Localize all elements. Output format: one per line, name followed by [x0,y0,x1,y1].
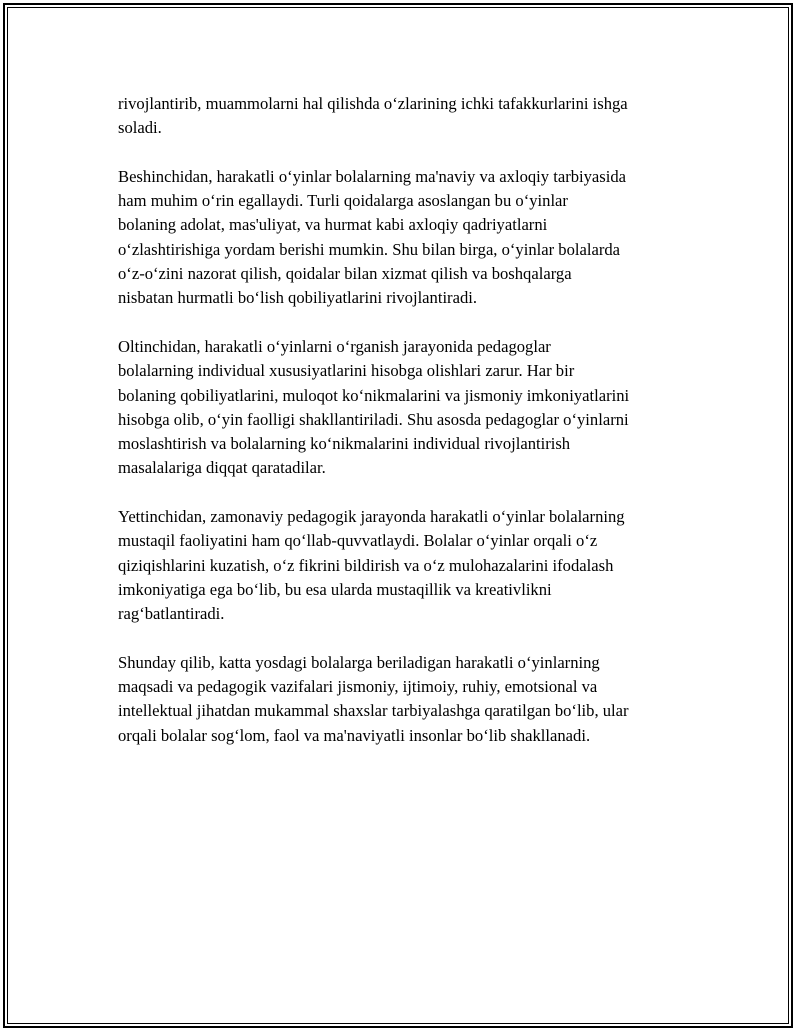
text-line: qiziqishlarini kuzatish, o‘z fikrini bildirish va o‘z mulohazalarini ifodalash [118,555,614,575]
paragraph-1 [118,92,692,141]
text-line: bolalarning individual xususiyatlarini hisobga olishlari zarur. Har bir [118,361,575,381]
paragraph-5 [118,651,692,748]
text-line: intellektual jihatdan mukammal shaxslar tarbiyalashga qaratilgan bo‘lib, ular [118,701,629,721]
text-line: nisbatan hurmatli bo‘lish qobiliyatlarini rivojlantiradi. [118,288,478,308]
document-body [118,92,692,772]
text-line: imkoniyatiga ega bo‘lib, bu esa ularda mustaqillik va kreativlikni [118,579,552,599]
paragraph-2 [118,165,692,311]
text-line: bolaning adolat, mas'uliyat, va hurmat kabi axloqiy qadriyatlarni [118,215,548,235]
text-line: moslashtirish va bolalarning ko‘nikmalarini individual rivojlantirish [118,434,571,454]
text-line: ham muhim o‘rin egallaydi. Turli qoidalarga asoslangan bu o‘yinlar [118,191,568,211]
text-line: Oltinchidan, harakatli o‘yinlarni o‘rganish jarayonida pedagoglar [118,336,551,356]
text-line: hisobga olib, o‘yin faolligi shakllantiriladi. Shu asosda pedagoglar o‘yinlarni [118,409,629,429]
text-line: Shunday qilib, katta yosdagi bolalarga beriladigan harakatli o‘yinlarning [118,652,600,672]
text-line: o‘zlashtirishiga yordam berishi mumkin. Shu bilan birga, o‘yinlar bolalarda [118,239,621,259]
text-line: rag‘batlantiradi. [118,604,225,624]
text-line: bolaning qobiliyatlarini, muloqot ko‘nikmalarini va jismoniy imkoniyatlarini [118,385,630,405]
paragraph-3 [118,335,692,481]
text-line: soladi. [118,118,162,138]
text-line: Yettinchidan, zamonaviy pedagogik jarayonda harakatli o‘yinlar bolalarning [118,507,625,527]
text-line: rivojlantirib, muammolarni hal qilishda o‘zlarining ichki tafakkurlarini ishga [118,94,628,113]
text-line: o‘z-o‘zini nazorat qilish, qoidalar bilan xizmat qilish va boshqalarga [118,264,572,284]
text-line: maqsadi va pedagogik vazifalari jismoniy, ijtimoiy, ruhiy, emotsional va [118,677,598,697]
text-line: mustaqil faoliyatini ham qo‘llab-quvvatlaydi. Bolalar o‘yinlar orqali o‘z [118,531,598,551]
text-line: masalalariga diqqat qaratadilar. [118,458,326,478]
text-line: orqali bolalar sog‘lom, faol va ma'naviyatli insonlar bo‘lib shakllanadi. [118,725,591,745]
text-line: Beshinchidan, harakatli o‘yinlar bolalarning ma'naviy va axloqiy tarbiyasida [118,166,627,186]
paragraph-4 [118,505,692,626]
